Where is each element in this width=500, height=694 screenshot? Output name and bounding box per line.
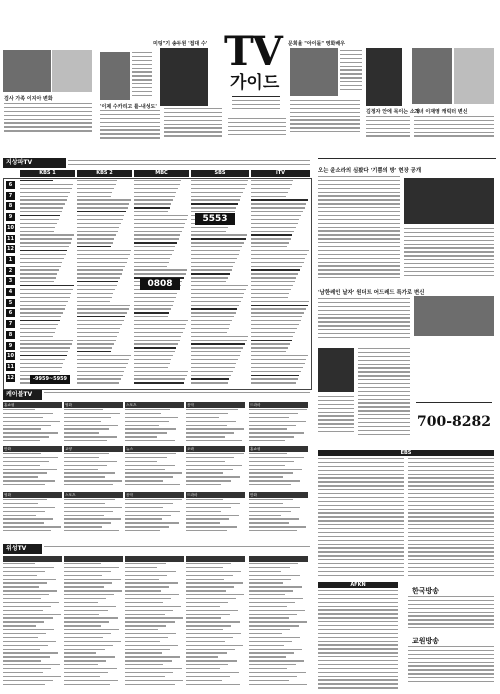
bottom-ad-2: 교원방송 [412, 637, 440, 645]
cable-channel-header: 드라마 [186, 492, 245, 498]
channel-schedule-column [77, 180, 132, 386]
story-headline-3: 문희율 "아이돌" 영화배우 [288, 41, 345, 47]
satellite-channel-schedule [249, 563, 308, 689]
satellite-channel-schedule [186, 563, 245, 689]
section-terrestrial-tv: 지상파TV [3, 158, 66, 168]
cable-channel-schedule [64, 409, 123, 443]
cable-notice [44, 392, 310, 400]
hour-marker: 11 [7, 235, 14, 242]
channel-schedule-column [191, 180, 249, 386]
hour-marker: 6 [6, 181, 15, 189]
story-body-4 [228, 118, 286, 140]
story-headline-2: 미팅"기 송두원 '접대 수' [153, 41, 208, 47]
channel-schedule-column [251, 180, 310, 386]
hour-marker: 12 [7, 246, 14, 253]
cable-channel-header: 스포츠 [125, 402, 184, 408]
cable-channel-schedule [125, 499, 184, 533]
bottom-ad-2-text [408, 646, 494, 688]
hour-marker: 7 [6, 192, 15, 200]
right-story-3-text-b [318, 396, 354, 436]
satellite-channel-header [3, 556, 62, 562]
cable-channel-schedule [125, 453, 184, 487]
cable-channel-schedule [186, 409, 245, 443]
right-story-2-text [318, 298, 410, 342]
hour-marker: 11 [7, 363, 14, 370]
satellite-channel-header [249, 556, 308, 562]
cable-channel-header: 음악 [125, 492, 184, 498]
hour-marker: 4 [6, 288, 15, 296]
ad-phone-5553: 5553 [195, 213, 235, 225]
story-headline-5: 그녀 이재영 캐릭터 변신 [414, 109, 468, 115]
satellite-channel-schedule [3, 563, 62, 689]
right-story-photo-2 [414, 296, 494, 336]
cable-channel-schedule [3, 453, 62, 487]
right-story-photo-1 [404, 178, 494, 224]
hour-marker: 8 [6, 331, 15, 339]
hour-marker: 6 [6, 309, 15, 317]
story-body-3 [164, 108, 222, 140]
right-story-1-text-b [404, 228, 494, 280]
hour-marker: 8 [6, 202, 15, 210]
afkn-header: AFKN [318, 582, 398, 588]
cable-channel-schedule [3, 409, 62, 443]
cable-channel-schedule [186, 453, 245, 487]
cable-channel-header: 드라마 [249, 402, 308, 408]
cable-channel-schedule [64, 499, 123, 533]
hour-marker: 3 [6, 277, 15, 285]
ebs-header: EBS [318, 450, 494, 456]
cable-channel-schedule [249, 499, 308, 533]
cable-channel-schedule [3, 499, 62, 533]
right-story-photo-3 [318, 348, 354, 392]
cable-channel-schedule [64, 453, 123, 487]
cable-channel-schedule [125, 409, 184, 443]
story-photo-7 [412, 48, 452, 104]
hour-marker: 10 [7, 224, 14, 231]
cable-channel-schedule [186, 499, 245, 533]
story-photo-1 [3, 50, 51, 92]
ebs-schedule-col-1 [318, 458, 404, 578]
ad-phone-8282: 700-8282 [414, 412, 494, 432]
channel-mbc: MBC [134, 170, 189, 177]
ad-8282-caption [416, 402, 492, 410]
cable-channel-header: 스포츠 [64, 492, 123, 498]
hour-marker: 9 [6, 342, 15, 350]
cable-channel-header: 만화 [3, 446, 62, 452]
hour-marker: 1 [6, 256, 15, 264]
right-headline-2: '남한레인 날자' 원더트 어드레드 특가로 변신 [318, 290, 425, 296]
channel-kbs2: KBS 2 [77, 170, 132, 177]
cable-channel-header: 오락 [186, 446, 245, 452]
cable-channel-schedule [249, 453, 308, 487]
cable-channel-header: 교양 [64, 446, 123, 452]
story-body-6 [366, 116, 410, 140]
right-story-3-text [358, 348, 410, 440]
afkn-schedule [318, 590, 398, 690]
bottom-ad-1-text [408, 596, 494, 632]
satellite-channel-header [125, 556, 184, 562]
masthead-guide: 가이드 [230, 73, 280, 93]
cable-channel-schedule [249, 409, 308, 443]
section-satellite-tv: 위성TV [3, 544, 42, 554]
hour-marker: 12 [7, 374, 14, 381]
right-story-1-text [318, 176, 400, 286]
right-column-kicker [318, 158, 496, 166]
hour-marker: 7 [6, 320, 15, 328]
channel-kbs1: KBS 1 [20, 170, 75, 177]
story-body-2 [100, 110, 160, 140]
hour-marker: 10 [7, 353, 14, 360]
masthead-tv: TV [224, 28, 281, 75]
story-caption-1: 검사 가족 이지아 변화 [4, 96, 53, 102]
story-caption-2: '이제 수카리고 를-내성도' [100, 104, 157, 110]
ebs-schedule-col-2 [408, 458, 494, 578]
ad-phone-5959: -9959~5959 [30, 375, 70, 384]
hour-marker: 2 [6, 267, 15, 275]
hour-marker: 5 [6, 299, 15, 307]
channel-schedule-column [20, 180, 75, 386]
cable-channel-header: 만화 [249, 492, 308, 498]
story-photo-8 [454, 48, 494, 104]
bottom-ad-1: 한국방송 [412, 587, 440, 595]
story-photo-5 [290, 48, 338, 96]
satellite-channel-header [64, 556, 123, 562]
cable-channel-header: 음악 [186, 402, 245, 408]
right-headline-1: 오는 윤소라의 심봤다 '기쁨의 방' 현장 공개 [318, 168, 422, 174]
section-cable-tv: 케이블TV [3, 390, 42, 400]
story-headline-4: 김정자 안에 목이는 소개 [366, 109, 420, 115]
ad-phone-0808: 0808 [140, 278, 180, 290]
story-body-7 [414, 116, 494, 140]
hour-marker: 9 [6, 213, 15, 221]
story-side-text [132, 52, 152, 100]
cable-channel-header: 뉴스 [125, 446, 184, 452]
story-photo-6 [366, 48, 402, 106]
story-side-text-2 [340, 50, 362, 96]
story-body-5 [290, 100, 360, 140]
satellite-channel-header [186, 556, 245, 562]
cable-channel-header: 영화 [3, 492, 62, 498]
satellite-channel-schedule [125, 563, 184, 689]
cable-channel-header: 홈쇼핑 [249, 446, 308, 452]
cable-channel-header: 영화 [64, 402, 123, 408]
masthead-info [232, 96, 280, 116]
satellite-notice [44, 546, 310, 554]
cable-channel-header: 홈쇼핑 [3, 402, 62, 408]
story-photo-3 [100, 52, 130, 100]
terrestrial-notice [68, 160, 310, 170]
story-photo-2 [52, 50, 92, 92]
channel-itv: iTV [251, 170, 310, 177]
story-photo-4 [160, 48, 208, 106]
channel-sbs: SBS [191, 170, 249, 177]
satellite-channel-schedule [64, 563, 123, 689]
story-body-1 [4, 103, 92, 137]
